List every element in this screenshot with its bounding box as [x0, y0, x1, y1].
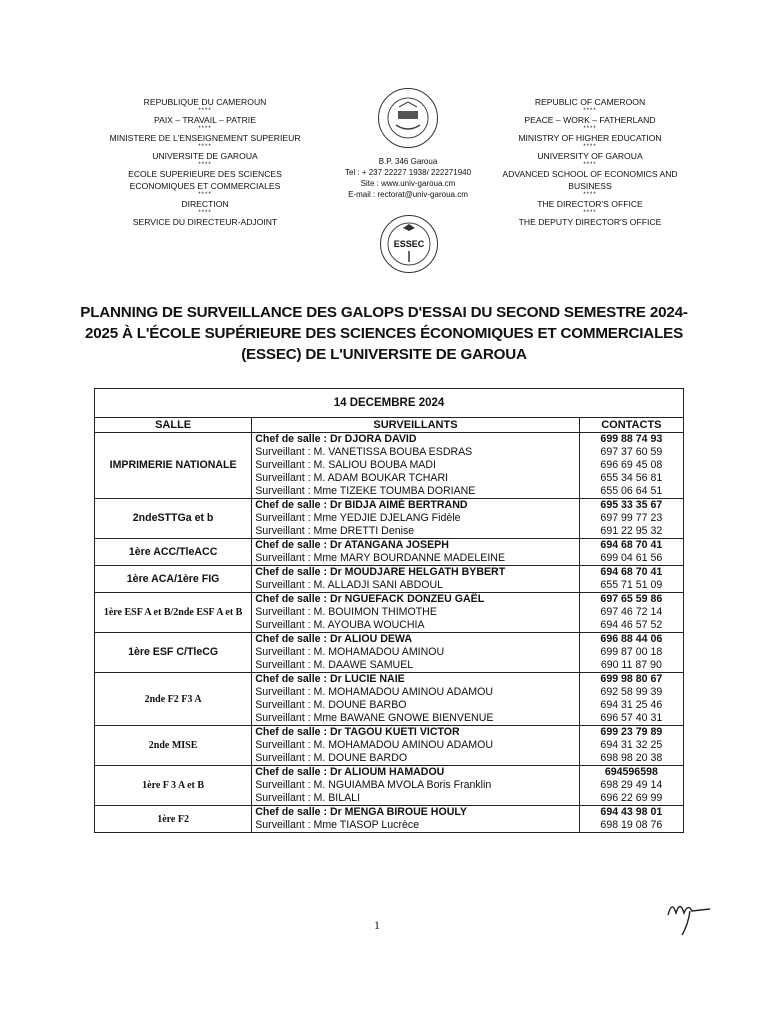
- stars-separator: ****: [583, 210, 597, 216]
- signature-icon: [660, 895, 720, 940]
- supervisor-name: Surveillant : M. BILALI: [255, 792, 361, 804]
- contacts-cell: [579, 726, 683, 766]
- room-name: 1ère ACA/1ère FIG: [95, 566, 252, 593]
- supervisors-cell: [252, 566, 580, 593]
- supervisors-cell: [252, 539, 580, 566]
- supervisors-cell: [252, 499, 580, 539]
- phone-number: 696 57 40 31: [600, 712, 663, 724]
- university-fr: UNIVERSITE DE GAROUA: [152, 151, 258, 161]
- university-seal-icon: [379, 89, 437, 147]
- phone-number: 694 68 70 41: [600, 566, 663, 578]
- surveillance-table: [94, 388, 684, 833]
- room-name: 2nde F2 F3 A: [95, 673, 252, 726]
- room-name: 1ère ACC/TleACC: [95, 539, 252, 566]
- phone-number: 696 22 69 99: [600, 792, 663, 804]
- school-fr: ECOLE SUPERIEURE DES SCIENCES ECONOMIQUES ET COMMERCIALES: [128, 169, 282, 191]
- supervisor-name: Surveillant : M. NGUIAMBA MVOLA Boris Franklin: [255, 779, 492, 791]
- supervisor-name: Surveillant : Mme MARY BOURDANNE MADELEINE: [255, 552, 506, 564]
- phone-number: 699 98 80 67: [600, 673, 663, 685]
- page-number: 1: [374, 918, 380, 932]
- supervisors-cell: [252, 433, 580, 499]
- stars-separator: ****: [198, 210, 212, 216]
- stars-separator: ****: [583, 192, 597, 198]
- supervisor-name: Surveillant : M. DOUNE BARBO: [255, 699, 407, 711]
- room-chief-name: Chef de salle : Dr BIDJA AIMÉ BERTRAND: [255, 499, 468, 511]
- supervisor-name: Surveillant : Mme YEDJIE DJELANG Fidèle: [255, 512, 461, 524]
- supervisor-name: Surveillant : M. DOUNE BARDO: [255, 752, 408, 764]
- telephone: Tel : + 237 22227 1938/ 222271940: [344, 168, 472, 177]
- contacts-cell: [579, 499, 683, 539]
- phone-number: 694 31 25 46: [600, 699, 663, 711]
- phone-number: 697 65 59 86: [600, 593, 663, 605]
- phone-number: 695 33 35 67: [600, 499, 663, 511]
- room-chief-name: Chef de salle : Dr ALIOUM HAMADOU: [255, 766, 445, 778]
- supervisors-cell: [252, 806, 580, 833]
- service-en: THE DEPUTY DIRECTOR'S OFFICE: [518, 217, 662, 227]
- phone-number: 699 87 00 18: [600, 646, 663, 658]
- stars-separator: ****: [198, 108, 212, 114]
- room-name: 2ndeSTTGa et b: [95, 499, 252, 539]
- contacts-cell: [579, 593, 683, 633]
- header-salle: SALLE: [95, 418, 252, 433]
- school-en: ADVANCED SCHOOL OF ECONOMICS AND BUSINESS: [502, 169, 678, 191]
- room-chief-name: Chef de salle : Dr MOUDJARE HELGATH BYBERT: [255, 566, 506, 578]
- room-row: [95, 539, 684, 566]
- phone-number: 655 06 64 51: [600, 485, 663, 497]
- phone-number: 699 88 74 93: [600, 433, 663, 445]
- room-chief-name: Chef de salle : Dr TAGOU KUETI VICTOR: [255, 726, 460, 738]
- phone-number: 697 46 72 14: [600, 606, 663, 618]
- email: E-mail : rectorat@univ-garoua.cm: [348, 190, 468, 199]
- phone-number: 691 22 95 32: [600, 525, 663, 537]
- svg-text:ESSEC: ESSEC: [393, 239, 425, 249]
- supervisor-name: Surveillant : M. VANETISSA BOUBA ESDRAS: [255, 446, 473, 458]
- room-name: 1ère ESF C/TleCG: [95, 633, 252, 673]
- room-chief-name: Chef de salle : Dr ALIOU DEWA: [255, 633, 412, 645]
- service-fr: SERVICE DU DIRECTEUR-ADJOINT: [132, 217, 278, 227]
- stars-separator: ****: [583, 162, 597, 168]
- supervisor-name: Surveillant : M. MOHAMADOU AMINOU: [255, 646, 445, 658]
- room-row: [95, 633, 684, 673]
- table-header-row: [95, 418, 684, 433]
- country-fr: REPUBLIQUE DU CAMEROUN: [143, 97, 267, 107]
- room-name: 2nde MISE: [95, 726, 252, 766]
- supervisors-cell: [252, 726, 580, 766]
- supervisors-cell: [252, 593, 580, 633]
- date-row: [95, 389, 684, 418]
- exam-date: 14 DECEMBRE 2024: [95, 389, 684, 418]
- supervisor-name: Surveillant : M. AYOUBA WOUCHIA: [255, 619, 425, 631]
- stars-separator: ****: [583, 126, 597, 132]
- phone-number: 697 37 60 59: [600, 446, 663, 458]
- header-surveillants: SURVEILLANTS: [252, 418, 580, 433]
- phone-number: 694 46 57 52: [600, 619, 663, 631]
- direction-en: THE DIRECTOR'S OFFICE: [537, 199, 643, 209]
- room-chief-name: Chef de salle : Dr MENGA BIROUE HOULY: [255, 806, 467, 818]
- room-name: IMPRIMERIE NATIONALE: [95, 433, 252, 499]
- supervisor-name: Surveillant : M. DAAWE SAMUEL: [255, 659, 414, 671]
- motto-en: PEACE – WORK – FATHERLAND: [524, 115, 656, 125]
- room-name: 1ère F2: [95, 806, 252, 833]
- contacts-cell: [579, 766, 683, 806]
- room-row: [95, 766, 684, 806]
- stars-separator: ****: [198, 126, 212, 132]
- direction-fr: DIRECTION: [181, 199, 229, 209]
- room-row: [95, 433, 684, 499]
- supervisor-name: Surveillant : Mme DRETTI Denise: [255, 525, 415, 537]
- supervisors-cell: [252, 766, 580, 806]
- header-left: [100, 96, 310, 228]
- phone-number: 698 19 08 76: [600, 819, 663, 831]
- contacts-cell: [579, 566, 683, 593]
- phone-number: 655 34 56 81: [600, 472, 663, 484]
- room-row: [95, 673, 684, 726]
- room-chief-name: Chef de salle : Dr NGUEFACK DONZEU GAËL: [255, 593, 485, 605]
- supervisors-cell: [252, 673, 580, 726]
- phone-number: 699 04 61 56: [600, 552, 663, 564]
- stars-separator: ****: [198, 192, 212, 198]
- room-row: [95, 499, 684, 539]
- country-en: REPUBLIC OF CAMEROON: [534, 97, 646, 107]
- contacts-cell: [579, 433, 683, 499]
- phone-number: 692 58 99 39: [600, 686, 663, 698]
- supervisor-name: Surveillant : Mme TIZEKE TOUMBA DORIANE: [255, 485, 476, 497]
- supervisor-name: Surveillant : Mme TIASOP Lucrèce: [255, 819, 420, 831]
- phone-number: 696 69 45 08: [600, 459, 663, 471]
- stars-separator: ****: [198, 162, 212, 168]
- supervisor-name: Surveillant : Mme BAWANE GNOWE BIENVENUE: [255, 712, 494, 724]
- motto-fr: PAIX – TRAVAIL – PATRIE: [154, 115, 256, 125]
- supervisors-cell: [252, 633, 580, 673]
- essec-seal-logo: [380, 215, 438, 273]
- stars-separator: ****: [583, 108, 597, 114]
- header-contacts: CONTACTS: [579, 418, 683, 433]
- supervisor-name: Surveillant : M. ALLADJI SANI ABDOUL: [255, 579, 444, 591]
- ministry-fr: MINISTERE DE L'ENSEIGNEMENT SUPERIEUR: [109, 133, 301, 143]
- phone-number: 698 98 20 38: [600, 752, 663, 764]
- header-right: [480, 96, 700, 228]
- supervisor-name: Surveillant : M. BOUIMON THIMOTHE: [255, 606, 437, 618]
- room-chief-name: Chef de salle : Dr ATANGANA JOSEPH: [255, 539, 449, 551]
- essec-seal-icon: [381, 216, 437, 272]
- room-row: [95, 806, 684, 833]
- stars-separator: ****: [198, 144, 212, 150]
- university-en: UNIVERSITY OF GAROUA: [537, 151, 643, 161]
- university-seal-logo: [378, 88, 438, 148]
- room-chief-name: Chef de salle : Dr LUCIE NAIE: [255, 673, 405, 685]
- supervisor-name: Surveillant : M. ADAM BOUKAR TCHARI: [255, 472, 449, 484]
- contacts-cell: [579, 539, 683, 566]
- room-row: [95, 566, 684, 593]
- supervisor-name: Surveillant : M. SALIOU BOUBA MADI: [255, 459, 436, 471]
- phone-number: 655 71 51 09: [600, 579, 663, 591]
- postal-box: B.P. 346 Garoua: [378, 157, 438, 166]
- phone-number: 696 88 44 06: [600, 633, 663, 645]
- room-name: 1ère ESF A et B/2nde ESF A et B: [95, 593, 252, 633]
- supervisor-name: Surveillant : M. MOHAMADOU AMINOU ADAMOU: [255, 739, 494, 751]
- phone-number: 694 68 70 41: [600, 539, 663, 551]
- contacts-cell: [579, 673, 683, 726]
- contacts-cell: [579, 633, 683, 673]
- contact-block: [330, 156, 486, 200]
- stars-separator: ****: [583, 144, 597, 150]
- website: Site : www.univ-garoua.cm: [360, 179, 456, 188]
- room-row: [95, 593, 684, 633]
- contacts-cell: [579, 806, 683, 833]
- supervisor-name: Surveillant : M. MOHAMADOU AMINOU ADAMOU: [255, 686, 494, 698]
- room-name: 1ère F 3 A et B: [95, 766, 252, 806]
- phone-number: 690 11 87 90: [600, 659, 662, 671]
- room-chief-name: Chef de salle : Dr DJORA DAVID: [255, 433, 417, 445]
- phone-number: 698 29 49 14: [600, 779, 663, 791]
- ministry-en: MINISTRY OF HIGHER EDUCATION: [518, 133, 662, 143]
- document-title: PLANNING DE SURVEILLANCE DES GALOPS D'ESSAI DU SECOND SEMESTRE 2024-2025 À L'ÉCOLE SUPÉRIEURE DES SCIENCES ÉCONOMIQUES ET COMMERCIALES (ESSEC) DE L'UNIVERSITE DE GAROUA: [80, 304, 688, 363]
- phone-number: 694 31 32 25: [600, 739, 663, 751]
- phone-number: 694596598: [604, 766, 658, 778]
- phone-number: 694 43 98 01: [600, 806, 663, 818]
- phone-number: 699 23 79 89: [600, 726, 663, 738]
- phone-number: 697 99 77 23: [600, 512, 663, 524]
- room-row: [95, 726, 684, 766]
